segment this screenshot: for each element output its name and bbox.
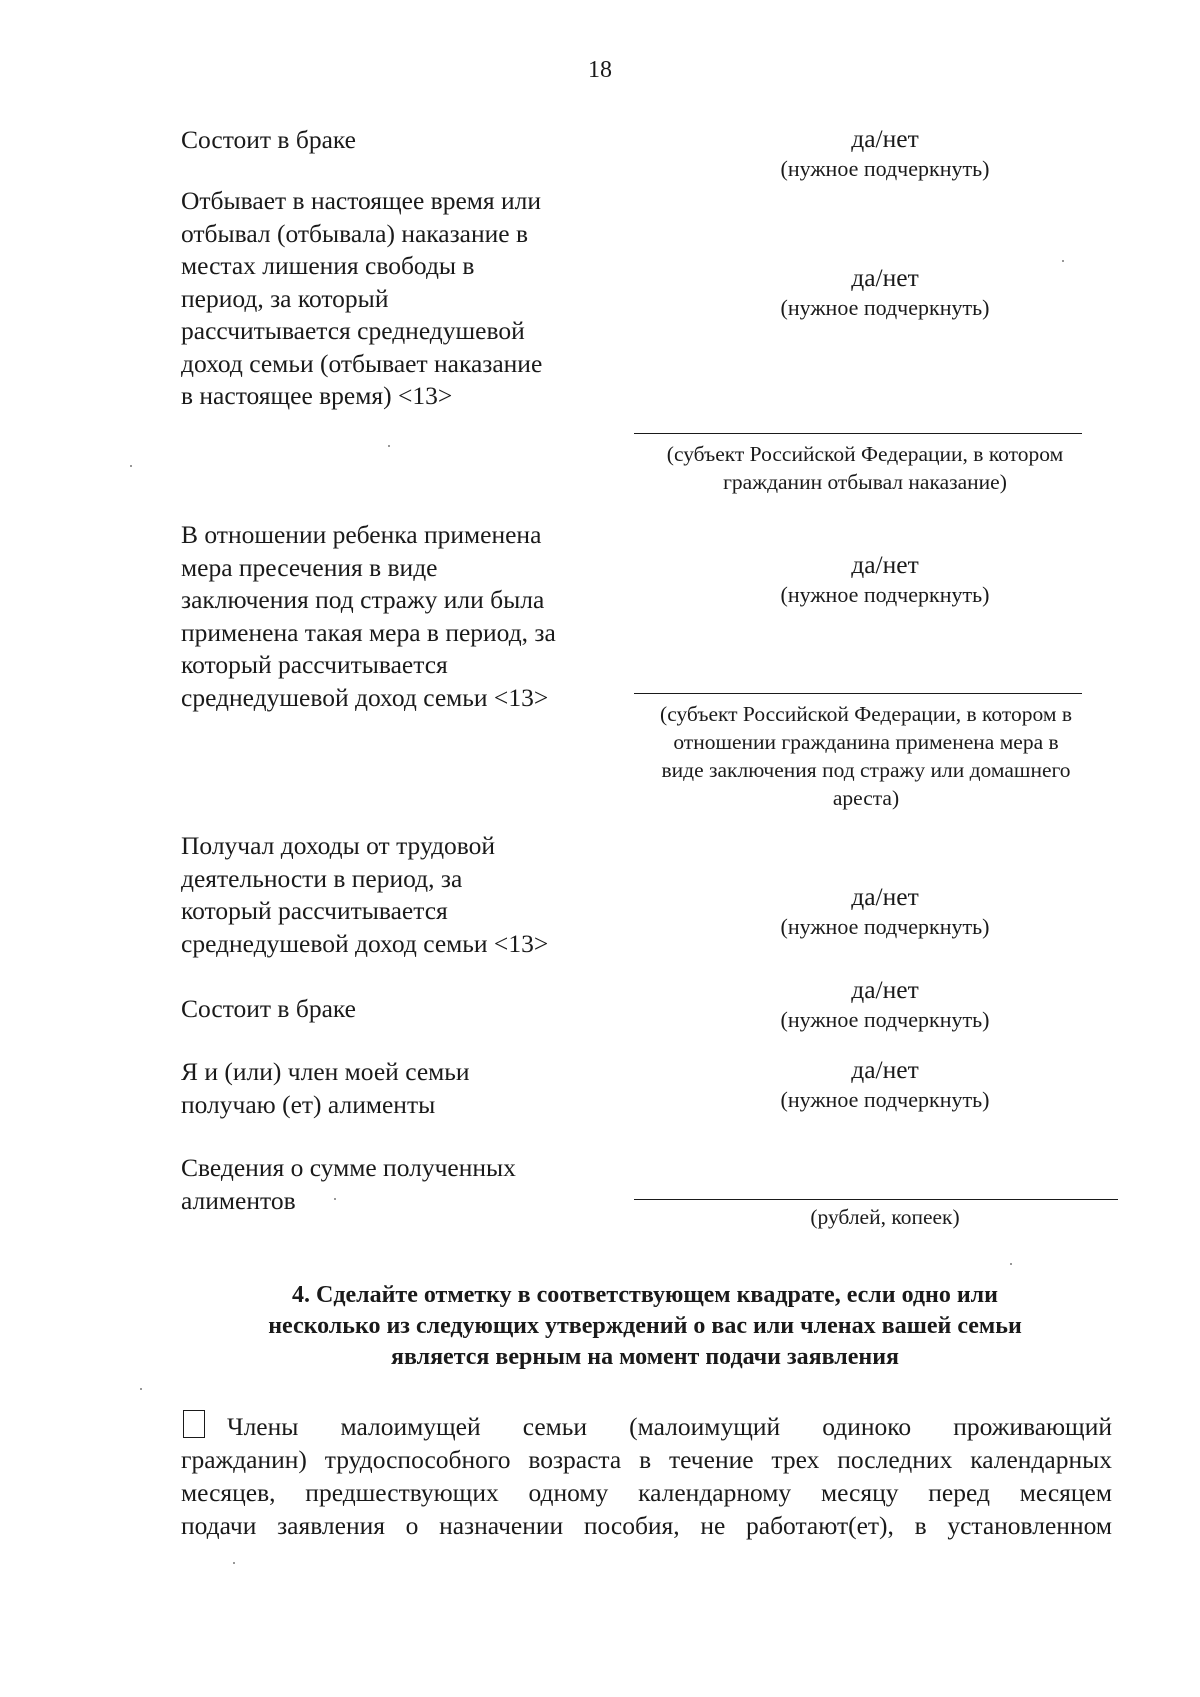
question-line: отбывал (отбывала) наказание в	[181, 218, 529, 248]
answer-child-detention[interactable]	[700, 550, 1070, 610]
section-4-item	[181, 1410, 1112, 1542]
answer-yes-no[interactable]: да/нет	[851, 124, 919, 153]
item-line: подачи заявления о назначении пособия, не работают(ет), в установленном	[181, 1511, 1112, 1540]
item-line: гражданин) трудоспособного возраста в течение трех последних календарных	[181, 1445, 1112, 1474]
caption-line: ареста)	[832, 786, 900, 810]
question-line: среднедушевой доход семьи <13>	[181, 682, 549, 712]
page-number: 18	[588, 57, 612, 83]
question-line: в настоящее время) <13>	[181, 381, 453, 410]
question-line: алиментов	[181, 1185, 296, 1215]
scan-speck	[1062, 260, 1064, 262]
question-line: Я и (или) член моей семьи	[181, 1057, 470, 1086]
question-line: период, за который	[181, 283, 389, 313]
question-line: заключения под стражу или была	[181, 585, 545, 614]
question-line: который рассчитывается	[181, 650, 448, 679]
question-line: применена такая мера в период, за	[181, 617, 556, 647]
scan-speck	[334, 1198, 336, 1200]
question-line: Отбывает в настоящее время или	[181, 186, 542, 215]
item-line: месяцев, предшествующих одному календарному месяцу перед месяцем	[181, 1478, 1112, 1507]
question-line: получаю (ет) алименты	[181, 1089, 436, 1119]
answer-yes-no[interactable]: да/нет	[851, 263, 919, 292]
underline-hint: (нужное подчеркнуть)	[780, 295, 990, 320]
checkbox[interactable]	[183, 1410, 205, 1438]
caption-line: гражданин отбывал наказание)	[723, 470, 1007, 494]
answer-yes-no[interactable]: да/нет	[851, 550, 919, 579]
answer-alimony[interactable]	[700, 1055, 1070, 1115]
question-alimony	[181, 1056, 611, 1121]
caption-line: (субъект Российской Федерации, в котором в	[660, 702, 1072, 726]
region-field-caption	[630, 440, 1100, 496]
question-child-detention	[181, 519, 611, 714]
question-married	[181, 124, 611, 157]
question-imprisonment	[181, 185, 611, 413]
question-line: деятельности в период, за	[181, 863, 463, 893]
heading-line: 4. Сделайте отметку в соответствующем квадрате, если одно или	[292, 1282, 998, 1308]
underline-hint: (нужное подчеркнуть)	[780, 582, 990, 607]
question-line: среднедушевой доход семьи <13>	[181, 928, 549, 958]
answer-married[interactable]	[700, 975, 1070, 1035]
question-line: Состоит в браке	[181, 125, 356, 154]
caption-line: (рублей, копеек)	[810, 1205, 960, 1229]
region-field-line[interactable]	[634, 433, 1082, 434]
question-married	[181, 993, 611, 1026]
caption-line: виде заключения под стражу или домашнего	[661, 758, 1071, 782]
question-line: мера пресечения в виде	[181, 552, 438, 582]
underline-hint: (нужное подчеркнуть)	[780, 156, 990, 181]
scan-speck	[388, 445, 390, 447]
answer-married[interactable]	[700, 124, 1070, 184]
alimony-amount-caption	[700, 1203, 1070, 1231]
heading-line: несколько из следующих утверждений о вас или членах вашей семьи	[268, 1313, 1022, 1339]
scan-speck	[130, 465, 132, 467]
question-line: Состоит в браке	[181, 994, 356, 1023]
scan-speck	[140, 1388, 142, 1390]
item-text: Члены малоимущей семьи (малоимущий одиноко проживающий	[227, 1412, 1112, 1441]
answer-yes-no[interactable]: да/нет	[851, 1055, 919, 1084]
caption-line: (субъект Российской Федерации, в котором	[666, 442, 1064, 466]
region-field-line[interactable]	[634, 693, 1082, 694]
question-labor-income	[181, 830, 611, 960]
underline-hint: (нужное подчеркнуть)	[780, 914, 990, 939]
caption-line: отношении гражданина применена мера в	[673, 730, 1059, 754]
section-4-heading	[185, 1280, 1105, 1373]
underline-hint: (нужное подчеркнуть)	[780, 1007, 990, 1032]
heading-line: является верным на момент подачи заявления	[390, 1344, 900, 1370]
answer-imprisonment[interactable]	[700, 263, 1070, 323]
answer-yes-no[interactable]: да/нет	[851, 975, 919, 1004]
item-line	[181, 1410, 1112, 1443]
alimony-amount-field-line[interactable]	[634, 1199, 1118, 1200]
question-line: доход семьи (отбывает наказание	[181, 348, 543, 378]
question-line: рассчитывается среднедушевой	[181, 316, 525, 345]
question-line: В отношении ребенка применена	[181, 520, 542, 549]
underline-hint: (нужное подчеркнуть)	[780, 1087, 990, 1112]
scan-speck	[1010, 1263, 1012, 1265]
region-field-caption	[626, 700, 1106, 812]
question-line: который рассчитывается	[181, 896, 448, 925]
question-line: Получал доходы от трудовой	[181, 831, 496, 860]
scan-speck	[233, 1562, 235, 1564]
question-line: Сведения о сумме полученных	[181, 1153, 516, 1182]
answer-yes-no[interactable]: да/нет	[851, 882, 919, 911]
answer-labor-income[interactable]	[700, 882, 1070, 942]
question-line: местах лишения свободы в	[181, 251, 475, 280]
question-alimony-amount	[181, 1152, 611, 1217]
